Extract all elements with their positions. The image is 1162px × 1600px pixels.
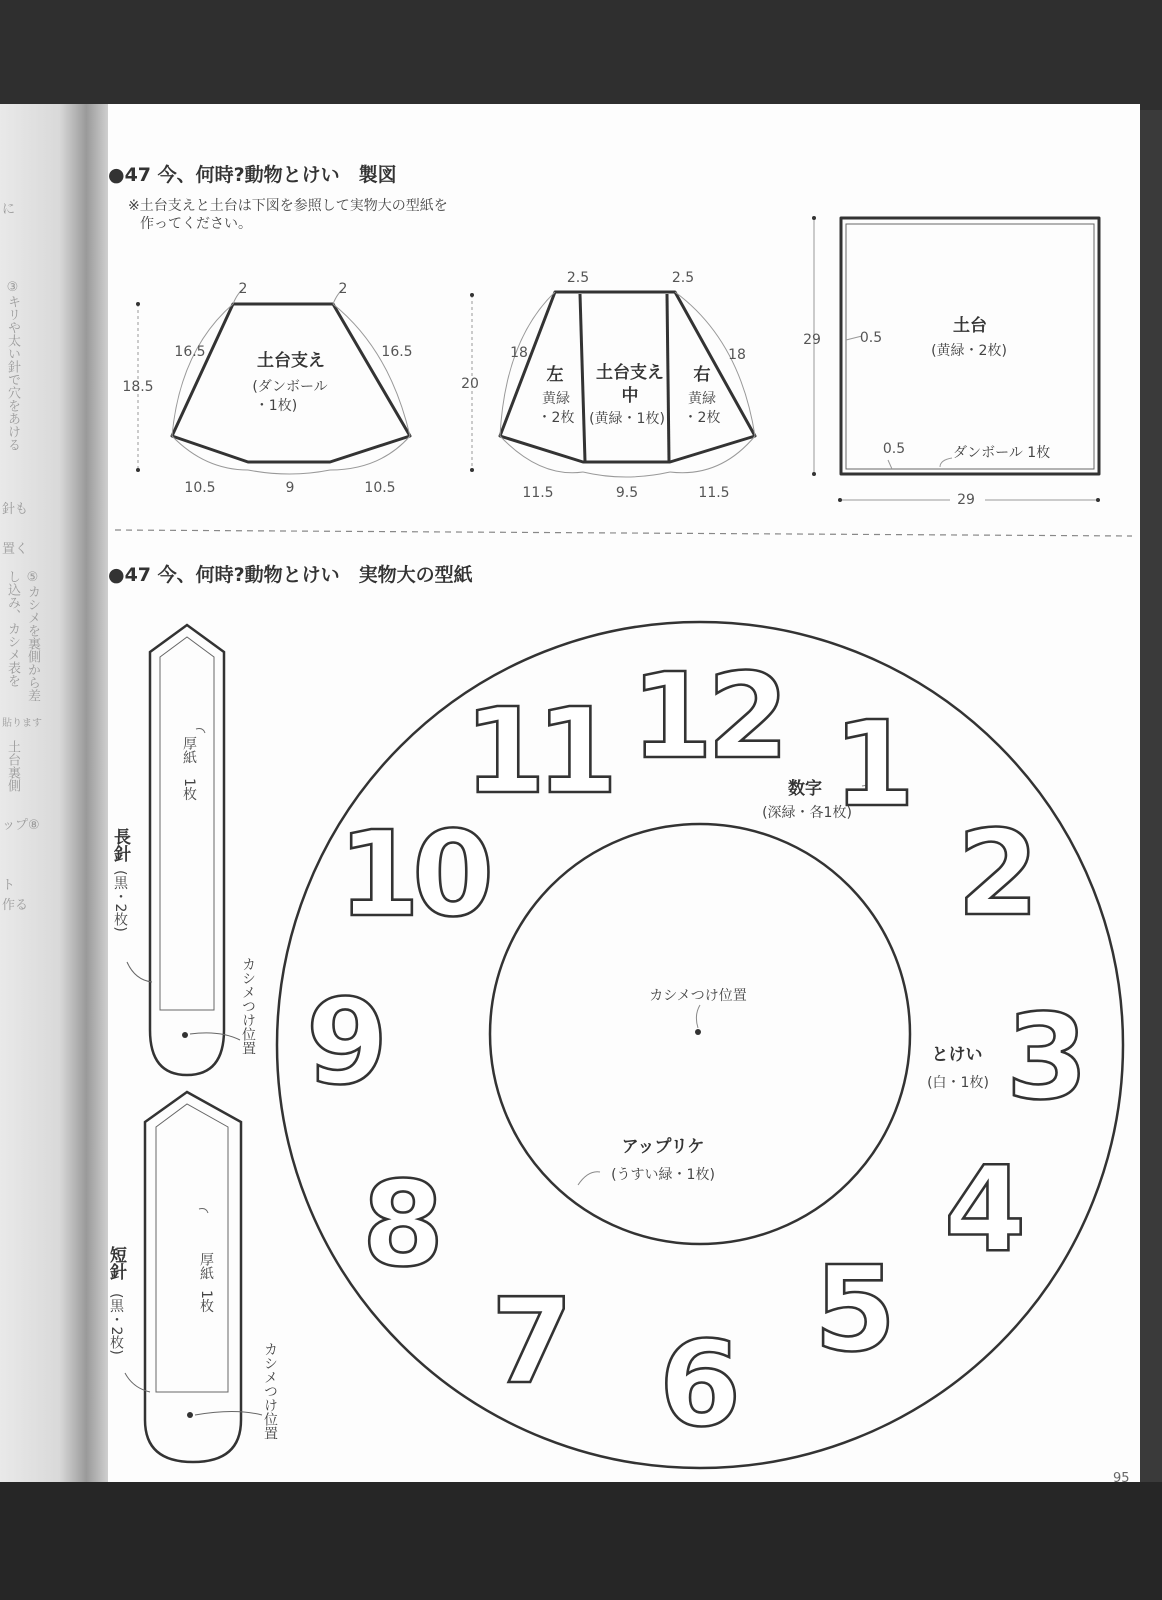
long-hand-spec: (黒・2枚) — [112, 870, 128, 932]
stand-name: 土台支え — [257, 351, 325, 371]
stand-dim-bottom-left: 10.5 — [184, 480, 216, 496]
stand-center-right-name: 右 — [693, 365, 711, 385]
applique-label: アップリケ — [621, 1137, 705, 1157]
fragment: 貼ります — [2, 718, 42, 729]
page-number: 95 — [1113, 1471, 1130, 1486]
stand-center-dim-bottom-right: 11.5 — [698, 485, 730, 501]
short-hand-pin-label: カシメつけ位置 — [262, 1342, 278, 1440]
numeral-8: 8 — [361, 1155, 445, 1293]
long-hand-outline — [150, 625, 224, 1075]
stand-center-right-spec1: 黄緑 — [688, 391, 716, 407]
pattern-title: ●47 今、何時?動物とけい 実物大の型紙 — [108, 564, 473, 586]
base-dim-width: 29 — [957, 492, 975, 508]
short-hand-spec: (黒・2枚) — [108, 1293, 124, 1355]
fragment: 土台裏側 — [5, 740, 20, 792]
clock-label: とけい — [931, 1045, 983, 1065]
stand-center-dim-bottom-left: 11.5 — [522, 485, 554, 501]
fragment: ③キリや太い針で穴をあける — [5, 280, 20, 451]
section-divider — [115, 530, 1132, 536]
long-hand-inner2: 1枚 — [181, 778, 197, 801]
fragment: ト — [2, 878, 16, 893]
fragment: に — [2, 202, 16, 217]
stand-dim-side-right: 16.5 — [381, 344, 413, 360]
numeral-5: 5 — [813, 1240, 897, 1378]
stand-count: ・1枚) — [254, 398, 298, 414]
clock-center-pin — [695, 1029, 701, 1035]
clock-spec: (白・1枚) — [927, 1075, 989, 1091]
base-dim-margin-bottom: 0.5 — [882, 441, 906, 457]
stand-center-left-spec2: ・2枚 — [537, 410, 575, 426]
numeral-3: 3 — [1005, 988, 1089, 1126]
stand-center-dim-side-left: 18 — [510, 345, 528, 361]
clock-center-label: カシメつけ位置 — [649, 988, 747, 1004]
numeral-4: 4 — [943, 1140, 1027, 1278]
stand-center-left-name: 左 — [546, 365, 564, 385]
base-name: 土台 — [953, 316, 987, 336]
stand-center-dim-top-right: 2.5 — [671, 270, 695, 286]
stand-center-dim-bottom-mid: 9.5 — [615, 485, 639, 501]
stand-dim-side-left: 16.5 — [174, 344, 206, 360]
applique-spec: (うすい緑・1枚) — [611, 1167, 715, 1183]
short-hand-inner2: 1枚 — [198, 1290, 214, 1313]
fragment: 作る — [2, 898, 29, 913]
long-hand-inner1: 厚紙 — [181, 736, 197, 764]
stand-center-right-spec2: ・2枚 — [683, 410, 721, 426]
stand-center-left-seam — [580, 294, 585, 461]
fragment: ップ⑧ — [2, 818, 40, 833]
stand-dim-top-left: 2 — [238, 281, 248, 297]
base-spec: (黄緑・2枚) — [931, 343, 1007, 359]
stand-material: (ダンボール — [252, 379, 328, 395]
stand-center-left-spec1: 黄緑 — [542, 391, 570, 407]
fragment: 針も — [2, 502, 29, 517]
long-hand-pin-label: カシメつけ位置 — [240, 957, 256, 1055]
drafting-note-line2: 作ってください。 — [140, 216, 252, 232]
fragment: ⑤カシメを裏側から差し込み、カシメ表を — [5, 570, 40, 702]
numeral-6: 6 — [658, 1315, 742, 1453]
stand-dim-height: 18.5 — [122, 379, 154, 395]
numeral-2: 2 — [956, 804, 1040, 942]
drafting-title: ●47 今、何時?動物とけい 製図 — [108, 164, 397, 186]
stand-center-right-seam — [667, 294, 669, 461]
drafting-note-line1: ※土台支えと土台は下図を参照して実物大の型紙を — [128, 198, 448, 214]
short-hand-outline — [145, 1092, 241, 1462]
stand-center-dim-side-right: 18 — [728, 347, 746, 363]
numeral-11: 11 — [463, 682, 609, 820]
base-dim-height: 29 — [803, 332, 821, 348]
numeral-10: 10 — [337, 805, 487, 943]
long-hand-name: 長針 — [110, 828, 130, 862]
numeral-12: 12 — [630, 647, 784, 785]
stand-dim-top-right: 2 — [338, 281, 348, 297]
stand-center-mid-name2: 中 — [621, 386, 639, 406]
stand-dim-bottom-right: 10.5 — [364, 480, 396, 496]
stand-center-dim-height: 20 — [461, 376, 479, 392]
stand-center-dim-top-left: 2.5 — [566, 270, 590, 286]
short-hand-inner1: 厚紙 — [198, 1252, 214, 1280]
short-hand-name: 短針 — [106, 1246, 126, 1280]
base-dim-margin-side: 0.5 — [859, 330, 883, 346]
numeral-9: 9 — [305, 973, 389, 1111]
fragment: 置く — [2, 542, 29, 557]
stand-center-mid-spec: (黄緑・1枚) — [589, 411, 665, 427]
stand-center-mid-name1: 土台支え — [596, 363, 664, 383]
numeral-1: 1 — [832, 695, 916, 833]
numeral-7: 7 — [490, 1272, 574, 1410]
base-material: ダンボール 1枚 — [953, 445, 1051, 461]
numbers-spec: (深緑・各1枚) — [762, 805, 852, 821]
numbers-label: 数字 — [788, 779, 822, 799]
stand-dim-bottom-mid: 9 — [285, 480, 295, 496]
